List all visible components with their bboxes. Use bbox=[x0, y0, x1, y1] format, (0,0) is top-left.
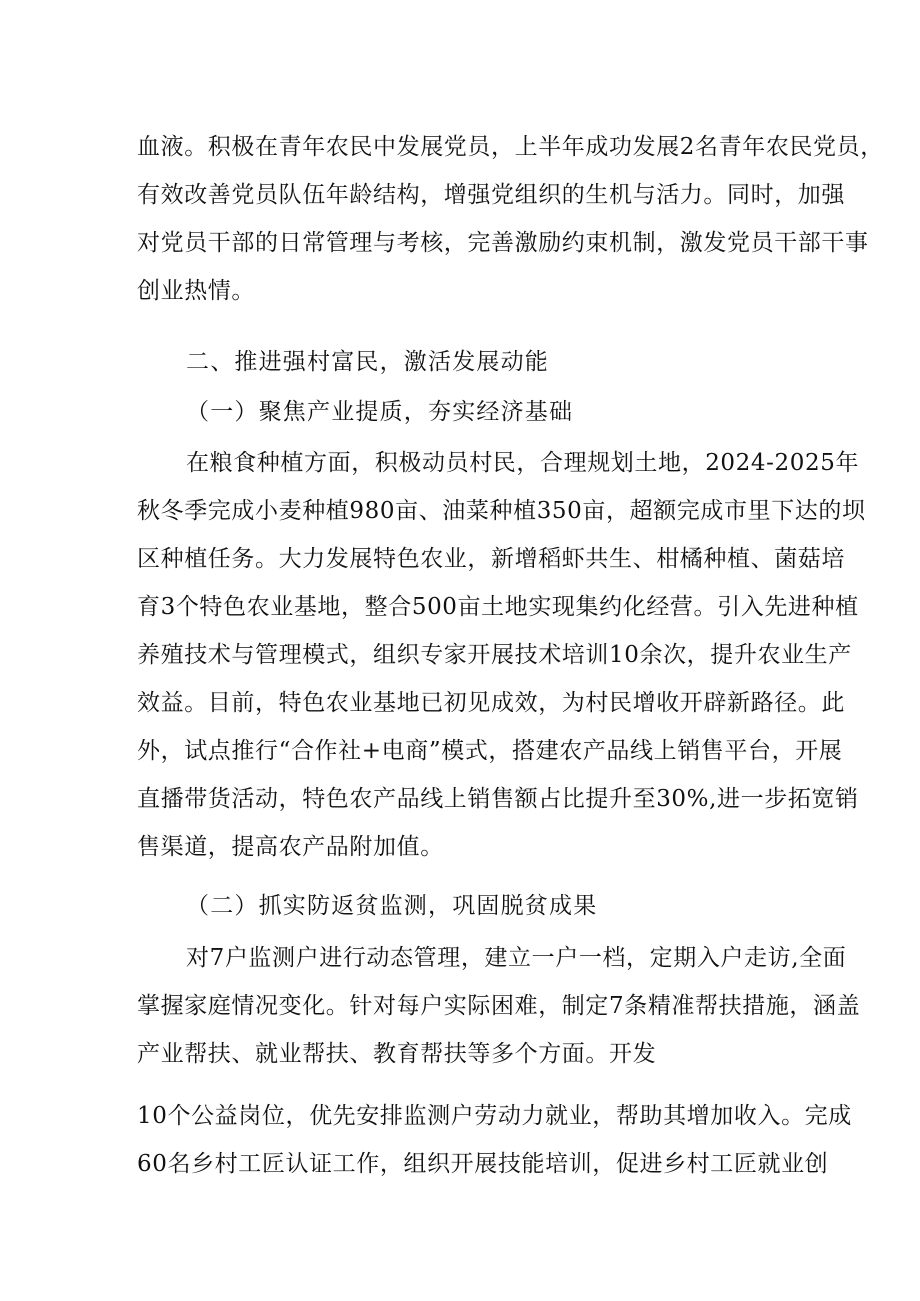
paragraph-line: 掌握家庭情况变化。针对每户实际困难，制定7条精准帮扶措施，涵盖 bbox=[137, 993, 861, 1019]
paragraph-line: 60名乡村工匠认证工作，组织开展技能培训，促进乡村工匠就业创 bbox=[137, 1151, 829, 1177]
paragraph-line: 有效改善党员队伍年龄结构，增强党组织的生机与活力。同时，加强 bbox=[137, 182, 845, 208]
subsection-heading: （一）聚焦产业提质，夯实经济基础 bbox=[186, 399, 574, 425]
section-heading: 二、推进强村富民，激活发展动能 bbox=[186, 349, 549, 375]
paragraph-line: 外，试点推行“合作社+电商”模式，搭建农产品线上销售平台，开展 bbox=[137, 738, 843, 764]
paragraph-line: 区种植任务。大力发展特色农业，新增稻虾共生、柑橘种植、菌菇培 bbox=[137, 546, 845, 572]
paragraph-line: 创业热情。 bbox=[137, 278, 255, 304]
paragraph-line: 育3个特色农业基地，整合500亩土地实现集约化经营。引入先进种植 bbox=[137, 594, 859, 620]
paragraph-line: 直播带货活动，特色农产品线上销售额占比提升至30%,进一步拓宽销 bbox=[137, 786, 859, 812]
paragraph-line: 血液。积极在青年农民中发展党员，上半年成功发展2名青年农民党员， bbox=[137, 134, 884, 160]
paragraph-line: 效益。目前，特色农业基地已初见成效，为村民增收开辟新路径。此 bbox=[137, 690, 845, 716]
paragraph-line: 养殖技术与管理模式，组织专家开展技术培训10余次，提升农业生产 bbox=[137, 642, 852, 668]
paragraph-line: 对党员干部的日常管理与考核，完善激励约束机制，激发党员干部干事 bbox=[137, 230, 869, 256]
paragraph-line: 在粮食种植方面，积极动员村民，合理规划土地，2024-2025年 bbox=[186, 450, 860, 476]
paragraph-line: 对7户监测户进行动态管理，建立一户一档，定期入户走访,全面 bbox=[186, 945, 847, 971]
subsection-heading: （二）抓实防返贫监测，巩固脱贫成果 bbox=[186, 893, 598, 919]
paragraph-line: 产业帮扶、就业帮扶、教育帮扶等多个方面。开发 bbox=[137, 1041, 657, 1067]
paragraph-line: 秋冬季完成小麦种植980亩、油菜种植350亩，超额完成市里下达的坝 bbox=[137, 498, 866, 524]
paragraph-line: 售渠道，提高农产品附加值。 bbox=[137, 834, 444, 860]
paragraph-line: 10个公益岗位，优先安排监测户劳动力就业，帮助其增加收入。完成 bbox=[137, 1103, 852, 1129]
